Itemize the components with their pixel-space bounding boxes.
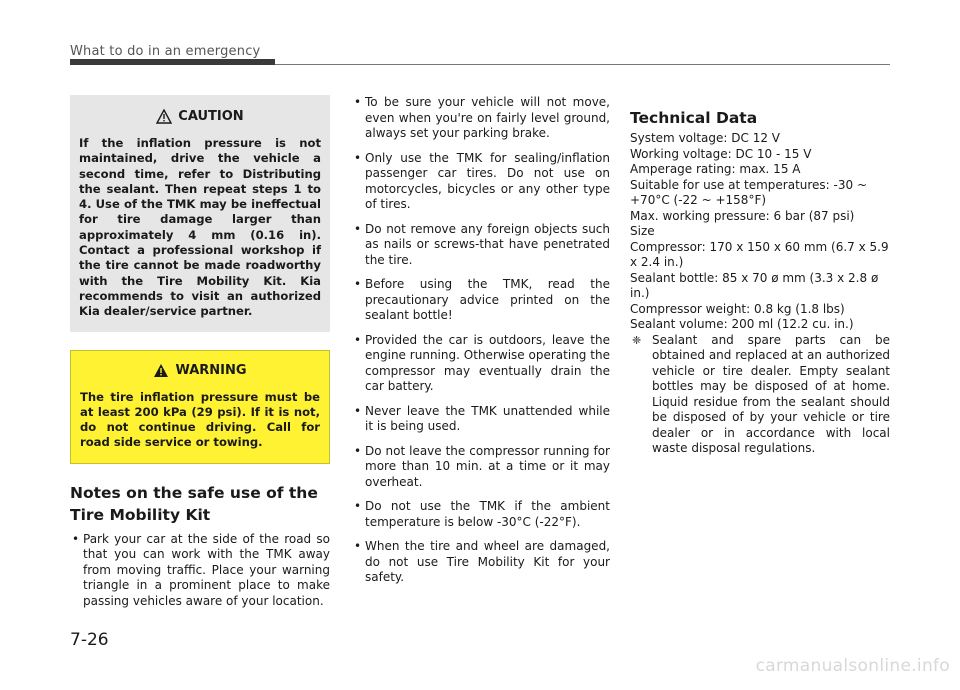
list-item: • Never leave the TMK unattended while it is being used. xyxy=(354,403,610,433)
list-item: • Do not leave the compressor running for more than 10 min. at a time or it may overheat. xyxy=(354,443,610,489)
notes-list-middle xyxy=(352,95,610,586)
technical-note xyxy=(630,333,890,457)
technical-heading: Technical Data xyxy=(630,109,758,127)
caution-label: CAUTION xyxy=(178,109,244,124)
list-item: • Do not remove any foreign objects such as nails or screws-that have penetrated the tire. xyxy=(354,221,610,267)
bullet-icon: • xyxy=(354,221,362,236)
warning-box xyxy=(70,350,330,464)
column-left xyxy=(70,95,330,615)
list-item: Suitable for use at temperatures: -30 ~ +70°C (-22 ~ +158°F) xyxy=(630,177,868,207)
column-right xyxy=(630,95,890,457)
list-item: Amperage rating: max. 15 A xyxy=(630,162,801,176)
caution-text: If the inflation pressure is not maintained, drive the vehicle a second time, refer to Distributing the sealant. Then repeat steps 1 to 4. Use of the TMK may be ineffectual for tire damage larger than approximately 4 mm (0.16 in). Contact a professional workshop if the tire cannot be made roadworthy with the Tire Mobility Kit. Kia recommends to visit an authorized Kia dealer/service partner. xyxy=(79,136,321,319)
list-item: Sealant bottle: 85 x 70 ø mm (3.3 x 2.8 ø in.) xyxy=(630,270,879,300)
warning-triangle-icon xyxy=(153,363,169,378)
bullet-icon: • xyxy=(354,95,362,109)
notes-list-left xyxy=(70,532,330,610)
list-item: • Park your car at the side of the road so that you can work with the TMK away from moving traffic. Place your warning triangle in a prominent place to make passing vehicles aware of your location. xyxy=(72,531,330,608)
warning-label: WARNING xyxy=(175,362,247,378)
list-item: Size xyxy=(630,224,655,238)
list-item: Sealant volume: 200 ml (12.2 cu. in.) xyxy=(630,317,854,331)
bullet-icon: • xyxy=(354,403,362,418)
bullet-icon: • xyxy=(354,332,362,347)
list-item: • To be sure your vehicle will not move, even when you're on fairly level ground, always set your parking brake. xyxy=(354,95,610,140)
header-rule xyxy=(275,64,890,65)
list-item: Compressor weight: 0.8 kg (1.8 lbs) xyxy=(630,301,845,316)
list-item: Working voltage: DC 10 - 15 V xyxy=(630,146,812,161)
technical-list xyxy=(630,131,890,333)
caution-triangle-icon xyxy=(156,109,172,124)
note-asterisk-icon: ❈ xyxy=(632,333,642,347)
list-item: • Only use the TMK for sealing/inflation passenger car tires. Do not use on motorcycles, bicycles or any other type of tires. xyxy=(354,150,610,211)
list-item: Max. working pressure: 6 bar (87 psi) xyxy=(630,208,855,223)
header-bar xyxy=(70,59,275,65)
page-number: 7-26 xyxy=(70,630,109,650)
list-item: • Do not use the TMK if the ambient temperature is below -30°C (-22°F). xyxy=(354,499,610,529)
list-item: • Provided the car is outdoors, leave the engine running. Otherwise operating the compressor may eventually drain the car battery. xyxy=(354,332,610,393)
section-header: What to do in an emergency xyxy=(70,44,261,59)
caution-title xyxy=(79,107,321,124)
bullet-icon: • xyxy=(354,539,362,553)
list-item: System voltage: DC 12 V xyxy=(630,131,780,145)
watermark: carmanualsonline.info xyxy=(755,656,950,676)
warning-text: The tire inflation pressure must be at least 200 kPa (29 psi). If it is not, do not continue driving. Call for road side service or towing. xyxy=(80,389,320,450)
bullet-icon: • xyxy=(72,531,80,546)
notes-heading: Notes on the safe use of the Tire Mobility Kit xyxy=(70,483,318,524)
list-item: • Before using the TMK, read the precautionary advice printed on the sealant bottle! xyxy=(354,277,610,322)
caution-box xyxy=(70,95,330,332)
warning-title xyxy=(80,361,320,378)
column-middle xyxy=(352,95,610,595)
list-item: • When the tire and wheel are damaged, do not use Tire Mobility Kit for your safety. xyxy=(354,539,610,584)
bullet-icon: • xyxy=(354,150,362,165)
technical-note-text: Sealant and spare parts can be obtained and replaced at an authorized vehicle or tire dealer. Empty sealant bottles may be disposed of at home. Liquid residue from the sealant should be disposed of by your vehicle or tire dealer or in accordance with local waste disposal regulations. xyxy=(652,332,890,455)
bullet-icon: • xyxy=(354,499,362,513)
bullet-icon: • xyxy=(354,443,362,458)
list-item: Compressor: 170 x 150 x 60 mm (6.7 x 5.9 x 2.4 in.) xyxy=(630,239,889,269)
bullet-icon: • xyxy=(354,277,362,291)
